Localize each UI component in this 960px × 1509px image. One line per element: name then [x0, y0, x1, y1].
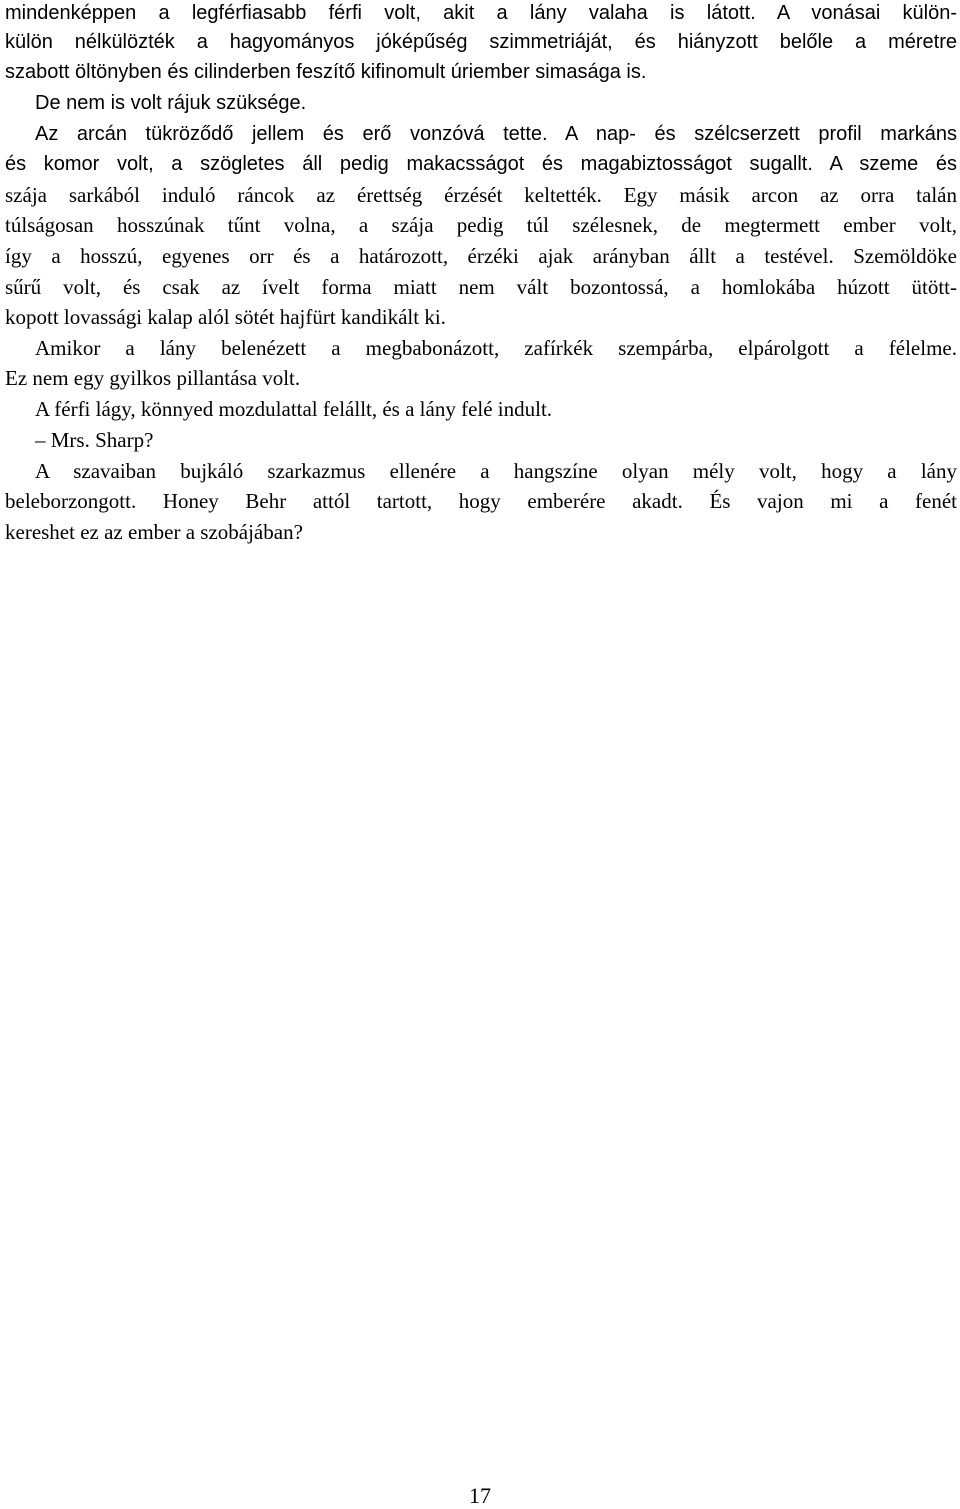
text-line: kopott lovassági kalap alól sötét hajfürt kandikált ki. — [5, 305, 446, 329]
page-number: 17 — [469, 1483, 491, 1508]
text-line: szája sarkából induló ráncok az érettség érzését keltették. Egy másik arcon az orra talán — [5, 183, 957, 207]
text-line: így a hosszú, egyenes orr és a határozott, érzéki ajak arányban állt a testével. Szemöldöke — [5, 244, 957, 268]
text-line: A szavaiban bujkáló szarkazmus ellenére a hangszíne olyan mély volt, hogy a lány — [35, 459, 957, 483]
text-line: Ez nem egy gyilkos pillantása volt. — [5, 366, 301, 390]
text-line: – Mrs. Sharp? — [35, 428, 154, 452]
text-line: túlságosan hosszúnak tűnt volna, a szája pedig túl szélesnek, de megtermett ember volt, — [5, 213, 957, 237]
text-line: szabott öltönyben és cilinderben feszítő kifinomult úriember simasága is. — [5, 61, 647, 83]
text-line: külön nélkülözték a hagyományos jóképűség szimmetriáját, és hiányzott belőle a méretre — [5, 31, 957, 53]
text-line: és komor volt, a szögletes áll pedig makacsságot és magabiztosságot sugallt. A szeme és — [5, 153, 957, 175]
text-line: Az arcán tükröződő jellem és erő vonzóvá tette. A nap- és szélcserzett profil markáns — [35, 123, 957, 145]
text-line: sűrű volt, és csak az ívelt forma miatt nem vált bozontossá, a homlokába húzott ütött- — [5, 275, 957, 299]
text-line: kereshet ez az ember a szobájában? — [5, 520, 303, 544]
text-line: De nem is volt rájuk szüksége. — [35, 92, 307, 114]
text-line: Amikor a lány belenézett a megbabonázott, zafírkék szempárba, elpárolgott a félelme. — [35, 336, 957, 360]
text-line: A férfi lágy, könnyed mozdulattal felállt, és a lány felé indult. — [35, 397, 553, 421]
text-line: beleborzongott. Honey Behr attól tartott, hogy emberére akadt. És vajon mi a fenét — [5, 489, 957, 513]
text-line: mindenképpen a legférfiasabb férfi volt, akit a lány valaha is látott. A vonásai külön- — [5, 2, 957, 24]
